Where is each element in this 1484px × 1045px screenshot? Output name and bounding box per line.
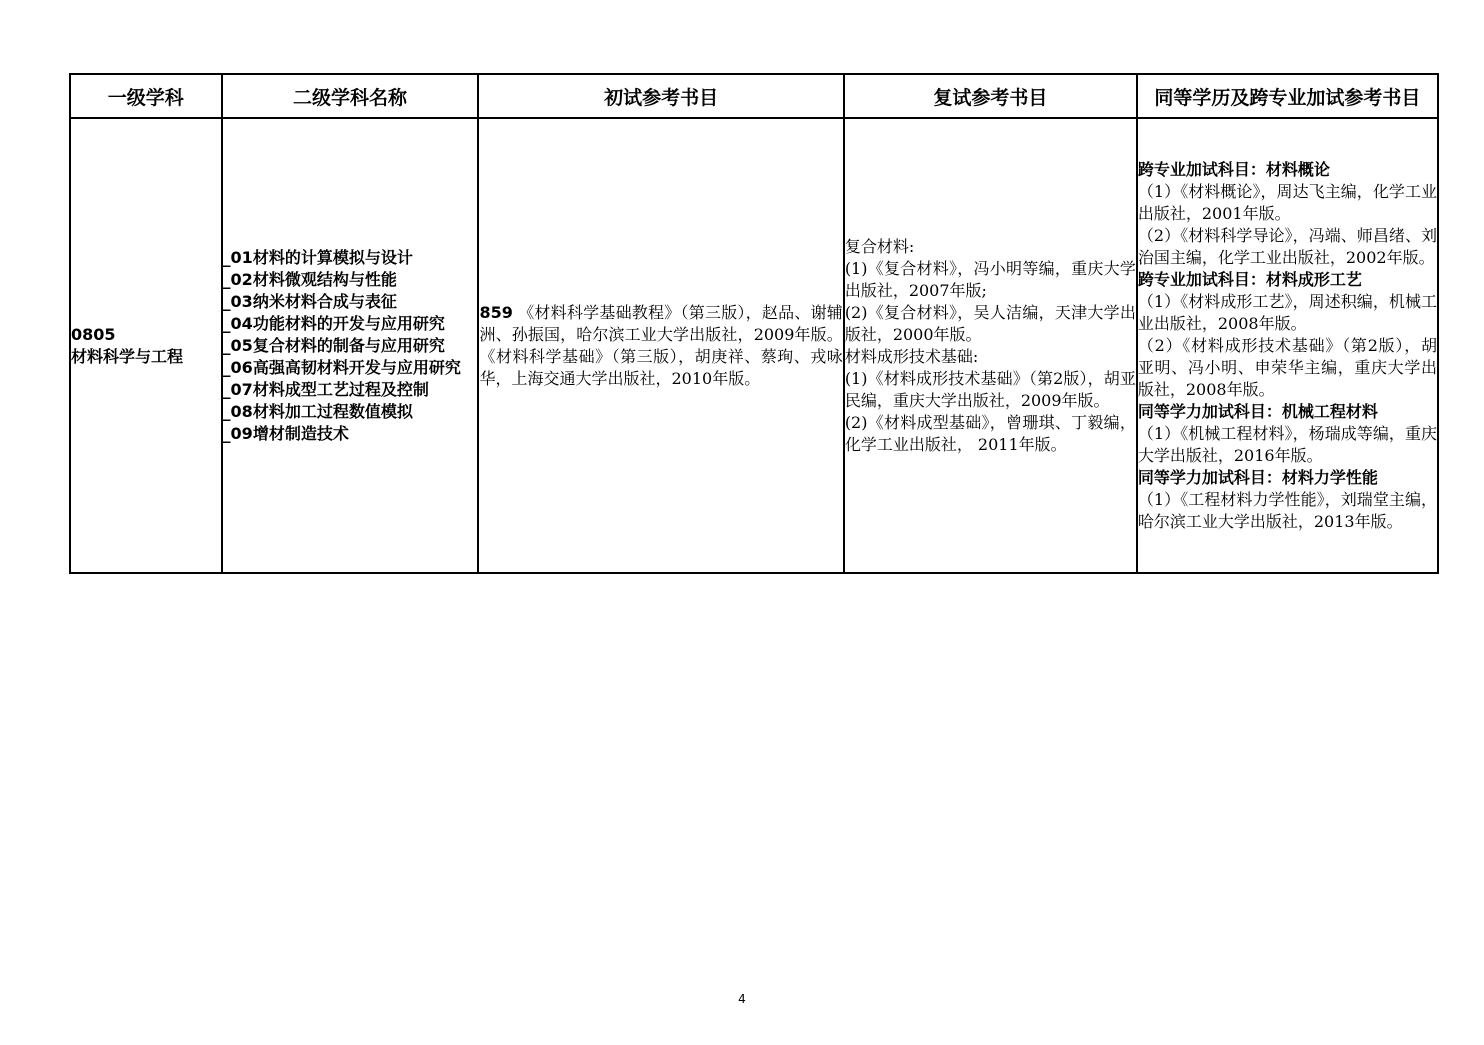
sub-discipline-item: _07材料成型工艺过程及控制 bbox=[222, 379, 429, 399]
extra-book: （2）《材料成形技术基础》（第2版），胡亚明、冯小明、申荣华主编，重庆大学出版社，2008年版。 bbox=[1137, 335, 1437, 399]
retest-line: 材料成形技术基础: bbox=[844, 346, 979, 366]
sub-discipline-item: _03纳米材料合成与表征 bbox=[222, 291, 397, 311]
sub-discipline-item: _01材料的计算模拟与设计 bbox=[222, 247, 413, 267]
extra-book: （1）《工程材料力学性能》，刘瑞堂主编，哈尔滨工业大学出版社，2013年版。 bbox=[1137, 489, 1437, 531]
extra-book: （1）《机械工程材料》，杨瑞成等编，重庆大学出版社，2016年版。 bbox=[1137, 423, 1437, 465]
reference-books-table bbox=[69, 73, 1439, 574]
retest-books-cell bbox=[844, 118, 1137, 573]
sub-discipline-item: _05复合材料的制备与应用研究 bbox=[222, 335, 445, 355]
header-first-level-discipline: 一级学科 bbox=[70, 74, 222, 118]
header-preliminary-books: 初试参考书目 bbox=[478, 74, 843, 118]
extra-subject: 跨专业加试科目：材料成形工艺 bbox=[1137, 269, 1362, 289]
extra-subject: 跨专业加试科目：材料概论 bbox=[1137, 159, 1330, 179]
page-number: 4 bbox=[738, 992, 746, 1006]
header-second-level-discipline: 二级学科名称 bbox=[222, 74, 479, 118]
retest-line: (2)《复合材料》，吴人洁编，天津大学出版社，2000年版。 bbox=[844, 302, 1136, 344]
discipline-code: 0805 bbox=[71, 324, 116, 344]
retest-line: (1)《材料成形技术基础》（第2版），胡亚民编，重庆大学出版社，2009年版。 bbox=[844, 368, 1136, 410]
exam-code: 859 bbox=[479, 302, 513, 322]
extra-book: （1）《材料成形工艺》，周述积编，机械工业出版社，2008年版。 bbox=[1137, 291, 1437, 333]
sub-discipline-item: _04功能材料的开发与应用研究 bbox=[222, 313, 445, 333]
extra-book: （1）《材料概论》，周达飞主编，化学工业出版社，2001年版。 bbox=[1137, 181, 1437, 223]
sub-discipline-item: _09增材制造技术 bbox=[222, 423, 349, 443]
sub-discipline-item: _02材料微观结构与性能 bbox=[222, 269, 397, 289]
table-row bbox=[70, 118, 1438, 573]
extra-book: （2）《材料科学导论》，冯端、师昌绪、刘治国主编，化学工业出版社，2002年版。 bbox=[1137, 225, 1437, 267]
discipline-cell bbox=[70, 118, 222, 573]
sub-discipline-item: _06高强高韧材料开发与应用研究 bbox=[222, 357, 461, 377]
extra-exam-books-cell bbox=[1137, 118, 1438, 573]
extra-subject: 同等学力加试科目：机械工程材料 bbox=[1137, 401, 1378, 421]
extra-subject: 同等学力加试科目：材料力学性能 bbox=[1137, 467, 1378, 487]
preliminary-books-text: 《材料科学基础教程》（第三版），赵品、谢辅洲、孙振国，哈尔滨工业大学出版社，2009年版。《材料科学基础》（第三版），胡庚祥、蔡珣、戎咏华，上海交通大学出版社，2010年版。 bbox=[479, 302, 843, 388]
retest-line: 复合材料: bbox=[844, 236, 915, 256]
header-retest-books: 复试参考书目 bbox=[844, 74, 1137, 118]
sub-discipline-item: _08材料加工过程数值模拟 bbox=[222, 401, 413, 421]
retest-line: (1)《复合材料》，冯小明等编，重庆大学出版社，2007年版; bbox=[844, 258, 1136, 300]
discipline-name: 材料科学与工程 bbox=[71, 346, 184, 366]
header-extra-exam-books: 同等学历及跨专业加试参考书目 bbox=[1137, 74, 1438, 118]
header-row bbox=[70, 74, 1438, 118]
sub-discipline-cell bbox=[222, 118, 479, 573]
retest-line: (2)《材料成型基础》，曾珊琪、丁毅编，化学工业出版社， 2011年版。 bbox=[844, 412, 1136, 454]
preliminary-books-cell bbox=[478, 118, 843, 573]
